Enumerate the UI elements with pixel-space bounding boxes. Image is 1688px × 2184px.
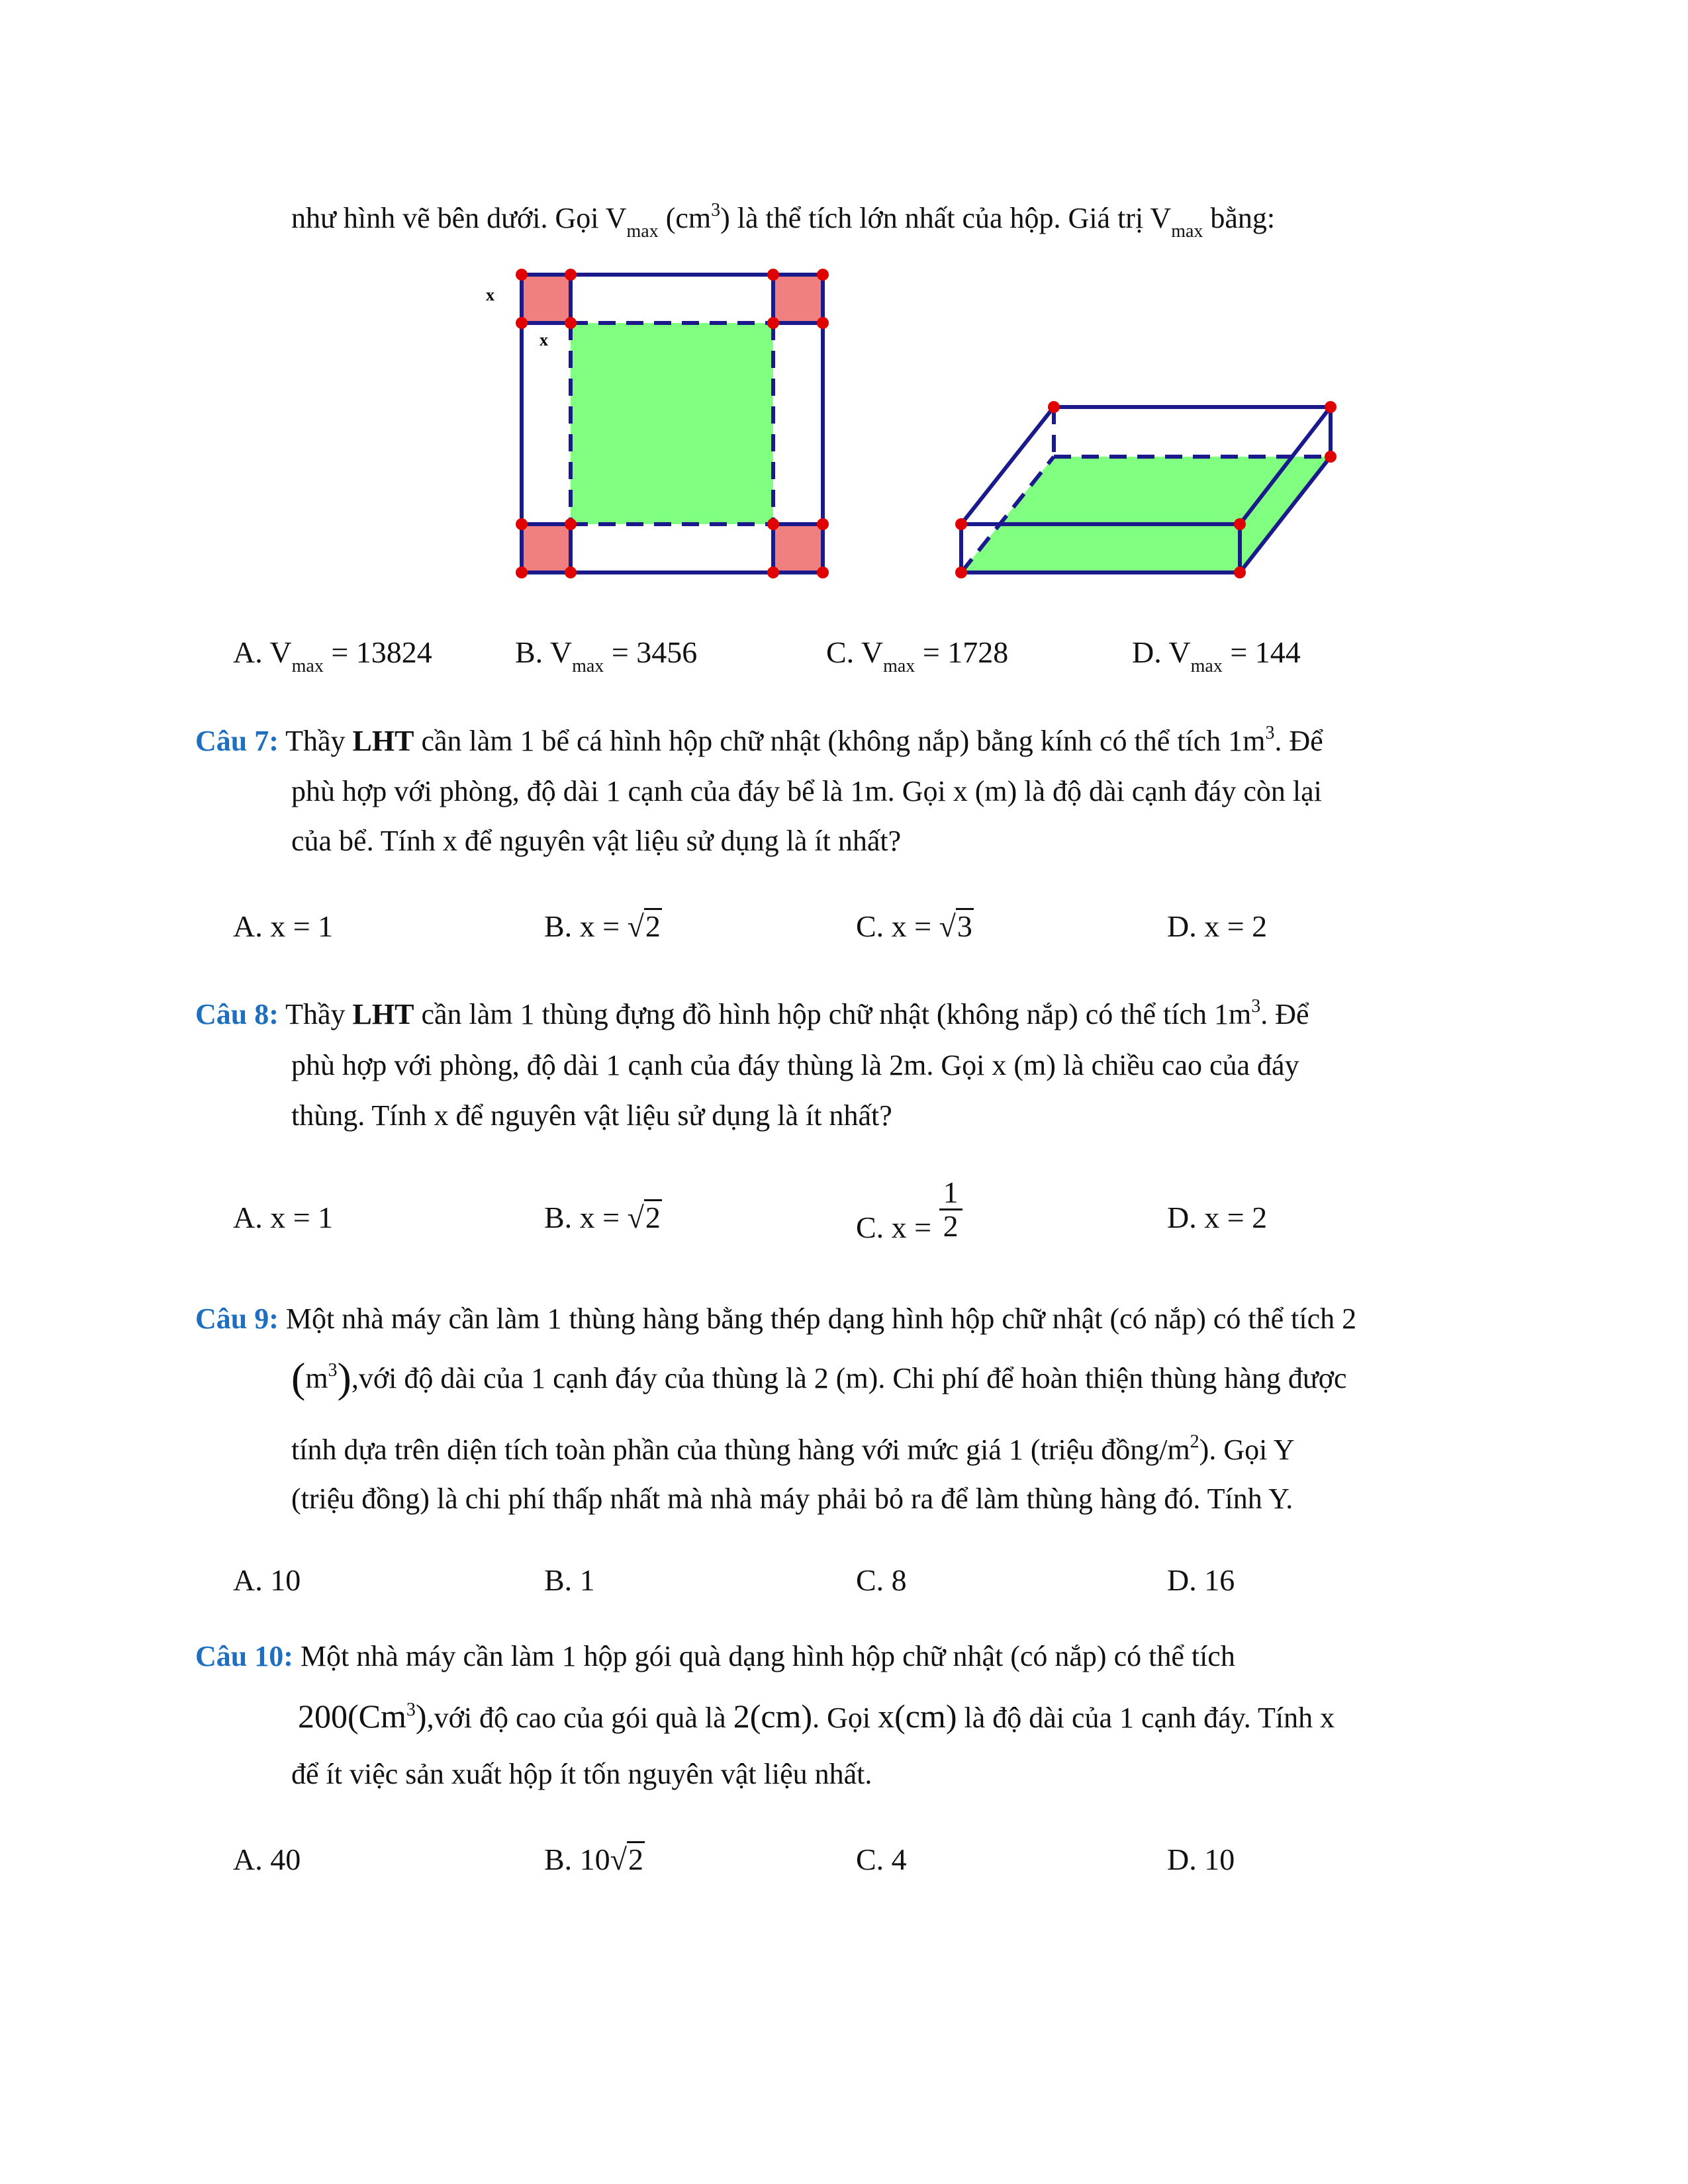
q7-line-2: phù hợp với phòng, độ dài 1 cạnh của đáy bể là 1m. Gọi x (m) là độ dài cạnh đáy còn lại <box>291 775 1322 807</box>
q8-line-1: Câu 8: Thầy LHT cần làm 1 thùng đựng đồ hình hộp chữ nhật (không nắp) có thể tích $1m^3$. Để <box>195 996 1309 1030</box>
q6-option-d[interactable]: D. $V_{max} = 144$ <box>1132 635 1301 676</box>
q8-option-d[interactable]: D. x = 2 <box>1167 1201 1268 1234</box>
q10-line-2: 200(Cm$^3$),với độ cao của gói quà là 2(cm). Gọi x(cm) là độ dài của 1 cạnh đáy. Tính x <box>298 1698 1335 1735</box>
corner-top-left <box>522 275 571 323</box>
q8-label: Câu 8: <box>195 998 279 1030</box>
label-x-inner: x <box>539 330 548 349</box>
q6-option-c[interactable]: C. $V_{max} = 1728$ <box>826 635 1009 676</box>
q7-option-c[interactable]: C. x = √3 <box>856 908 974 945</box>
flat-sheet-figure <box>486 269 829 578</box>
q9-option-a[interactable]: A. 10 <box>233 1563 301 1597</box>
intro-line: như hình vẽ bên dưới. Gọi $V_{max}$ $(cm^3)$ là thể tích lớn nhất của hộp. Giá trị $V_{max}$ bằng: <box>291 200 1276 242</box>
q7-option-b[interactable]: B. x = √2 <box>544 908 662 945</box>
sqrt-symbol: √2 <box>627 1201 661 1234</box>
q10-option-c[interactable]: C. 4 <box>856 1843 907 1876</box>
open-box-figure <box>955 401 1336 578</box>
q10-label: Câu 10: <box>195 1640 293 1672</box>
q9-option-b[interactable]: B. 1 <box>544 1563 595 1597</box>
q9-line-4: (triệu đồng) là chi phí thấp nhất mà nhà máy phải bỏ ra để làm thùng hàng đó. Tính Y. <box>291 1482 1293 1515</box>
q8-option-c[interactable]: C. x = $\frac{1}{2}$ <box>856 1179 962 1245</box>
q6-option-a[interactable]: A. $V_{max} = 13824$ <box>233 635 432 676</box>
q9-label: Câu 9: <box>195 1302 279 1335</box>
q6-option-b[interactable]: B. $V_{max} = 3456$ <box>515 635 698 676</box>
q9-line-2: $(m^3),với$ độ dài của 1 cạnh đáy của thùng là 2 (m). Chi phí để hoàn thiện thùng hàng được <box>291 1354 1347 1401</box>
q10-option-a[interactable]: A. 40 <box>233 1843 301 1876</box>
q9-line-1: Câu 9: Một nhà máy cần làm 1 thùng hàng bằng thép dạng hình hộp chữ nhật (có nắp) có thể tích 2 <box>195 1302 1357 1335</box>
q10-option-b[interactable]: B. 10√2 <box>544 1841 645 1878</box>
label-x-outer: x <box>486 285 494 304</box>
sqrt-symbol: √3 <box>939 909 972 943</box>
q9-line-3: tính dựa trên diện tích toàn phần của thùng hàng với mức giá 1 (triệu đồng/$m^2$). Gọi Y <box>291 1432 1295 1466</box>
center-base <box>571 323 773 524</box>
q7-label: Câu 7: <box>195 725 279 757</box>
corner-top-right <box>773 275 823 323</box>
box-base <box>961 457 1331 572</box>
q10-line-3: để ít việc sản xuất hộp ít tốn nguyên vật liệu nhất. <box>291 1758 872 1790</box>
q7-option-d[interactable]: D. x = 2 <box>1167 909 1268 943</box>
q7-line-3: của bể. Tính x để nguyên vật liệu sử dụng là ít nhất? <box>291 825 902 857</box>
q8-line-3: thùng. Tính x để nguyên vật liệu sử dụng là ít nhất? <box>291 1099 892 1132</box>
fraction-one-half: $\frac{1}{2}$ <box>939 1177 962 1242</box>
box-figures <box>0 0 1688 596</box>
q8-option-a[interactable]: A. x = 1 <box>233 1201 334 1234</box>
corner-bottom-right <box>773 524 823 572</box>
corner-bottom-left <box>522 524 571 572</box>
sqrt-symbol: √2 <box>627 909 661 943</box>
q8-line-2: phù hợp với phòng, độ dài 1 cạnh của đáy thùng là 2m. Gọi x (m) là chiều cao của đáy <box>291 1049 1299 1081</box>
q10-line-1: Câu 10: Một nhà máy cần làm 1 hộp gói quà dạng hình hộp chữ nhật (có nắp) có thể tích <box>195 1640 1235 1672</box>
sqrt-symbol: √2 <box>610 1843 643 1876</box>
q8-option-b[interactable]: B. x = √2 <box>544 1199 662 1236</box>
q9-option-c[interactable]: C. 8 <box>856 1563 907 1597</box>
q7-option-a[interactable]: A. x = 1 <box>233 909 334 943</box>
q7-line-1: Câu 7: Thầy LHT cần làm 1 bể cá hình hộp chữ nhật (không nắp) bằng kính có thể tích $1m^3$. Để <box>195 723 1323 757</box>
q10-option-d[interactable]: D. 10 <box>1167 1843 1235 1876</box>
q9-option-d[interactable]: D. 16 <box>1167 1563 1235 1597</box>
